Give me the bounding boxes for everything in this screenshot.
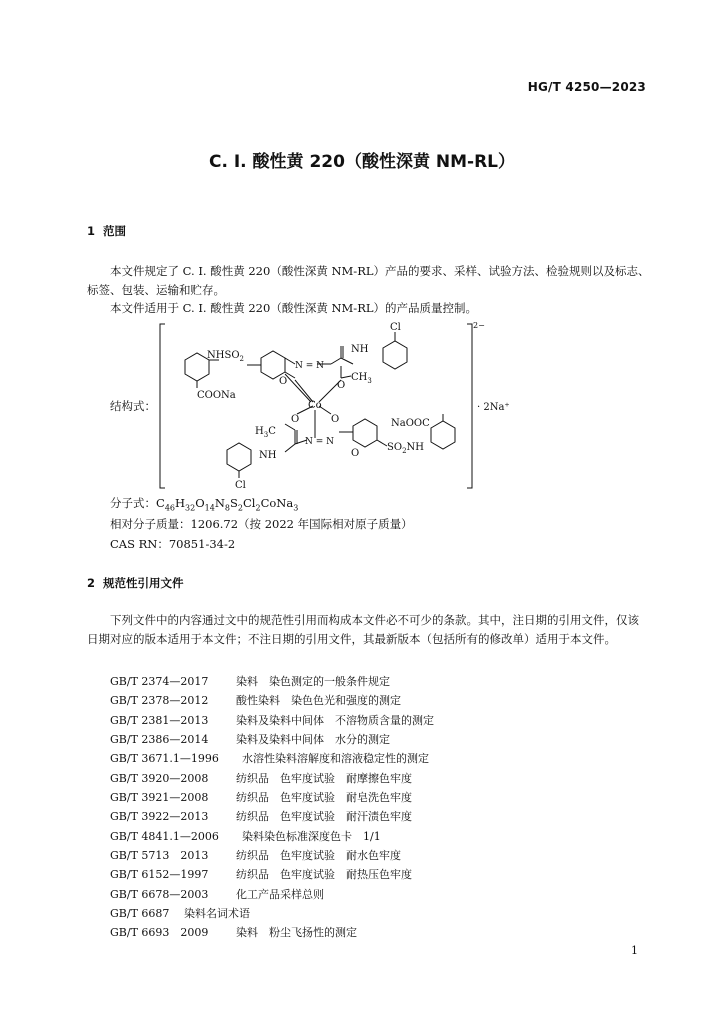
reference-item: GB/T 3920—2008 纺织品 色牢度试验 耐摩擦色牢度 [110,772,412,785]
benzene-ring-tr [383,341,407,369]
structural-formula [155,318,535,494]
cas-number: CAS RN：70851-34-2 [110,537,236,551]
reference-item: GB/T 6152—1997 纺织品 色牢度试验 耐热压色牢度 [110,868,412,881]
section-heading-normative [87,575,184,591]
molecular-formula: 分子式：$C_{46}H_{32}O_{14}N_8S_2Cl_2CoNa_3$ [110,496,299,513]
nh-bottom-label: NH [259,450,277,461]
normative-text: 下列文件中的内容通过文中的规范性引用而构成本文件必不可少的条款。其中，注日期的引用文件，仅该日期对应的版本适用于本文件；不注日期的引用文件，其最新版本（包括所有的修改单）适用于本文件。 [87,613,639,646]
reference-item: GB/T 2386—2014 染料及染料中间体 水分的测定 [110,733,390,746]
azo-label-top: N = N [295,361,325,371]
document-title: C. I. 酸性黄 220（酸性深黄 NM-RL） [209,152,515,172]
reference-item: GB/T 6693 2009 染料 粉尘飞扬性的测定 [110,926,357,939]
reference-item: GB/T 2374—2017 染料 染色测定的一般条件规定 [110,675,390,688]
reference-item: GB/T 2381—2013 染料及染料中间体 不溶物质含量的测定 [110,714,434,727]
benzene-ring-bl [227,443,251,471]
reference-item: GB/T 6687 染料名词术语 [110,907,250,920]
normative-paragraph [87,611,650,649]
oxygen-label-2: O [337,380,346,391]
scope-paragraph [87,262,650,300]
reference-item: GB/T 5713 2013 纺织品 色牢度试验 耐水色牢度 [110,849,401,862]
section-title: 范围 [103,224,126,238]
naooc-label: NaOOC [391,418,430,429]
oxygen-label-5: O [351,448,360,459]
nh-top-label: NH [351,344,369,355]
coona-label: COONa [197,390,236,401]
h3c-label: $H_3C$ [255,426,276,439]
section-title: 规范性引用文件 [103,576,184,590]
page-number: 1 [631,944,638,957]
reference-item: GB/T 6678—2003 化工产品采样总则 [110,888,324,901]
ch3-top-label: $CH_3$ [351,372,372,385]
molecular-weight: 相对分子质量：1206.72（按 2022 年国际相对原子质量） [110,517,413,531]
scope-applicability: 本文件适用于 C. I. 酸性黄 220（酸性深黄 NM-RL）的产品质量控制。 [110,301,477,315]
reference-item: GB/T 2378—2012 酸性染料 染色色光和强度的测定 [110,694,401,707]
benzene-ring-tl [185,353,209,381]
left-bracket [160,324,165,488]
section-number: 2 [87,576,96,590]
cl-bottom-label: Cl [235,480,246,491]
oxygen-label-1: O [279,376,288,387]
structure-label: 结构式： [110,399,156,413]
right-bracket [467,324,472,488]
azo-label-bottom: N = N [305,437,335,447]
benzene-ring-tm [261,351,285,379]
scope-text: 本文件规定了 C. I. 酸性黄 220（酸性深黄 NM-RL）产品的要求、采样、试验方法、检验规则以及标志、标签、包装、运输和贮存。 [87,264,650,297]
reference-item: GB/T 3922—2013 纺织品 色牢度试验 耐汗渍色牢度 [110,810,412,823]
counter-ion-label: · 2Na⁺ [477,402,510,413]
formula-label: 分子式： [110,496,156,510]
charge-label: 2− [473,321,485,330]
reference-item: GB/T 3921—2008 纺织品 色牢度试验 耐皂洗色牢度 [110,791,412,804]
cl-top-label: Cl [390,322,401,333]
section-heading-scope [87,223,126,239]
oxygen-label-3: O [291,414,300,425]
standard-number: HG/T 4250—2023 [527,80,646,94]
so2nh-label: $SO_2NH$ [387,442,425,455]
oxygen-label-4: O [331,414,340,425]
benzene-ring-brr [431,421,455,449]
reference-item: GB/T 4841.1—2006 染料染色标准深度色卡 1/1 [110,830,381,843]
benzene-ring-br [353,419,377,447]
nhso2-label: $NHSO_2$ [207,350,244,363]
section-number: 1 [87,224,96,238]
reference-item: GB/T 3671.1—1996 水溶性染料溶解度和溶液稳定性的测定 [110,752,429,765]
cobalt-label: Co [308,400,322,411]
